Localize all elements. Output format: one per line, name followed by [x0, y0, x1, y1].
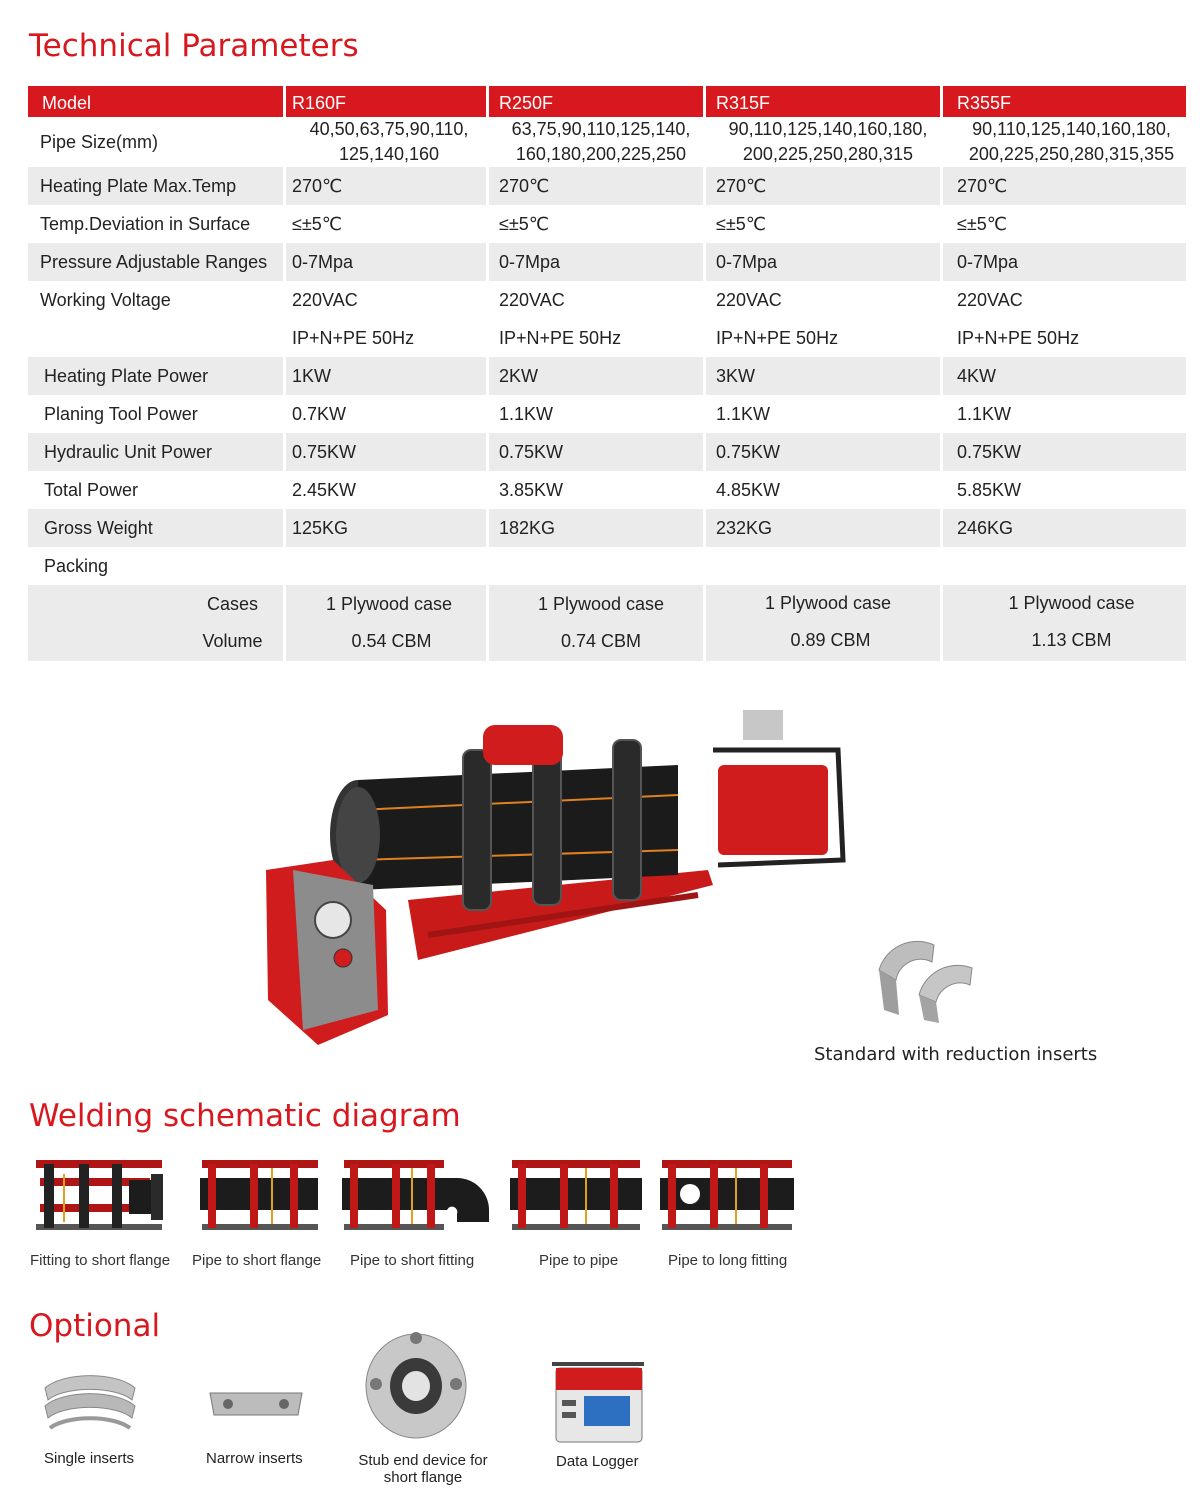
optional-title: Optional [29, 1308, 161, 1344]
weld-diagram-pipe-to-long-fitting [660, 1156, 794, 1236]
table-cell: 90,110,125,140,160,180, 200,225,250,280,315 [706, 117, 943, 167]
row-label [28, 585, 286, 661]
table-cell: 0.75KW [286, 433, 489, 471]
welding-schematic-title: Welding schematic diagram [29, 1098, 461, 1134]
table-row-temp-deviation [28, 205, 1186, 243]
table-cell: 4.85KW [706, 471, 943, 509]
cases-label: Cases [206, 594, 259, 614]
table-cell: 3.85KW [489, 471, 706, 509]
table-cell: 1.1KW [957, 403, 1012, 424]
table-cell: IP+N+PE 50Hz [706, 319, 943, 357]
row-label: Pipe Size(mm) [28, 117, 286, 167]
table-cell: 182KG [489, 509, 706, 547]
single-inserts-image [40, 1368, 140, 1430]
optional-caption: Narrow inserts [206, 1450, 303, 1467]
optional-caption: Data Logger [556, 1453, 639, 1470]
table-cell [943, 547, 1186, 585]
table-cell: 2.45KW [286, 471, 489, 509]
weld-diagram-pipe-to-short-fitting [342, 1156, 490, 1236]
table-cell: 220VAC [706, 281, 943, 319]
table-cell: 125KG [286, 509, 489, 547]
table-cell: 1 Plywood case 0.74 CBM [489, 585, 706, 661]
reduction-inserts-image [874, 940, 974, 1025]
table-row-hydraulic-power [28, 433, 1186, 471]
table-cell: 0-7Mpa [489, 243, 706, 281]
table-cell: ≤±5℃ [706, 205, 943, 243]
table-cell: 0.75KW [943, 433, 1186, 471]
table-cell: 270℃ [286, 167, 489, 205]
table-row-planing-power [28, 395, 1186, 433]
table-cell: IP+N+PE 50Hz [957, 327, 1080, 348]
table-cell: ≤±5℃ [489, 205, 706, 243]
table-row-packing [28, 547, 1186, 585]
table-row-pressure [28, 243, 1186, 281]
table-cell: 5.85KW [957, 479, 1022, 500]
table-cell: 1.1KW [489, 395, 706, 433]
weld-diagram-pipe-to-short-flange [200, 1156, 320, 1236]
table-cell: 232KG [706, 509, 943, 547]
table-row-heating-power [28, 357, 1186, 395]
row-label: Heating Plate Max.Temp [28, 167, 286, 205]
header-r355f: R355F [943, 86, 1186, 117]
weld-caption: Pipe to pipe [539, 1252, 619, 1269]
weld-diagram-pipe-to-pipe [510, 1156, 642, 1236]
row-label: Total Power [28, 471, 286, 509]
table-cell: 0.75KW [489, 433, 706, 471]
row-label: Temp.Deviation in Surface [28, 205, 286, 243]
table-cell: ≤±5℃ [957, 213, 1007, 234]
table-cell: 0.7KW [286, 395, 489, 433]
optional-caption: Stub end device for short flange [358, 1452, 488, 1486]
optional-caption: Single inserts [44, 1450, 135, 1467]
row-label: Heating Plate Power [28, 357, 286, 395]
butt-fusion-machine-image [258, 710, 858, 1050]
table-cell [706, 547, 943, 585]
row-label: Planing Tool Power [28, 395, 286, 433]
table-cell: 270℃ [943, 167, 1186, 205]
table-row-voltage-sub [28, 319, 1186, 357]
table-cell: 246KG [943, 509, 1186, 547]
technical-parameters-title: Technical Parameters [29, 28, 359, 64]
table-cell: 1KW [286, 357, 489, 395]
table-row-total-power [28, 471, 1186, 509]
weld-caption: Pipe to short fitting [350, 1252, 475, 1269]
table-cell: 1 Plywood case 1.13 CBM [943, 585, 1186, 661]
header-r250f: R250F [489, 86, 706, 117]
table-row-cases-volume [28, 585, 1186, 661]
table-row-pipe-size [28, 117, 1186, 167]
table-cell: 40,50,63,75,90,110, 125,140,160 [286, 117, 489, 167]
row-label: Pressure Adjustable Ranges [28, 243, 286, 281]
reduction-inserts-caption: Standard with reduction inserts [814, 1044, 1098, 1065]
table-cell [489, 547, 706, 585]
table-cell: 3KW [706, 357, 943, 395]
table-cell [286, 547, 489, 585]
table-cell: 0-7Mpa [706, 243, 943, 281]
header-r160f: R160F [286, 86, 489, 117]
weld-caption: Pipe to long fitting [668, 1252, 788, 1269]
table-cell: 2KW [489, 357, 706, 395]
table-cell: 90,110,125,140,160,180, 200,225,250,280,315,355 [968, 119, 1175, 164]
row-label: Gross Weight [28, 509, 286, 547]
table-row-gross-weight [28, 509, 1186, 547]
table-cell: ≤±5℃ [286, 205, 489, 243]
table-cell: 220VAC [286, 281, 489, 319]
data-logger-image [548, 1354, 648, 1444]
table-cell: 1.1KW [706, 395, 943, 433]
table-cell: 0-7Mpa [943, 243, 1186, 281]
table-cell: 220VAC [957, 289, 1023, 310]
row-label: Hydraulic Unit Power [28, 433, 286, 471]
table-cell: 220VAC [489, 281, 706, 319]
table-cell: 1 Plywood case 0.54 CBM [286, 585, 489, 661]
stub-end-device-image [362, 1324, 470, 1442]
table-cell: 1 Plywood case 0.89 CBM [706, 585, 943, 661]
table-cell: 270℃ [489, 167, 706, 205]
weld-diagram-fitting-to-short-flange [34, 1156, 164, 1236]
table-row-heating-temp [28, 167, 1186, 205]
table-cell: 0-7Mpa [286, 243, 489, 281]
row-label-empty [28, 319, 286, 357]
header-model: Model [28, 86, 286, 117]
table-row-voltage [28, 281, 1186, 319]
table-cell: IP+N+PE 50Hz [286, 319, 489, 357]
weld-caption: Fitting to short flange [30, 1252, 171, 1269]
volume-label: Volume [202, 631, 263, 651]
row-label: Packing [28, 547, 286, 585]
table-cell: 4KW [943, 357, 1186, 395]
header-r315f: R315F [706, 86, 943, 117]
spec-table [28, 86, 1186, 661]
table-cell: IP+N+PE 50Hz [489, 319, 706, 357]
table-cell: 0.75KW [706, 433, 943, 471]
row-label: Working Voltage [28, 281, 286, 319]
table-cell: 270℃ [706, 167, 943, 205]
weld-caption: Pipe to short flange [192, 1252, 322, 1269]
table-header-row [28, 86, 1186, 117]
table-cell: 63,75,90,110,125,140, 160,180,200,225,250 [489, 117, 706, 167]
narrow-inserts-image [208, 1385, 304, 1423]
